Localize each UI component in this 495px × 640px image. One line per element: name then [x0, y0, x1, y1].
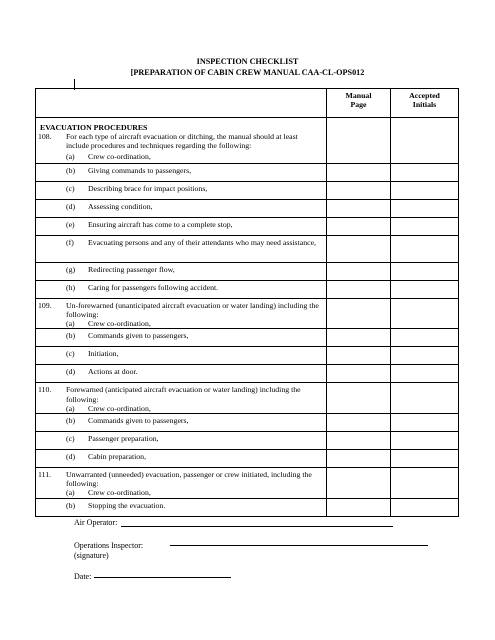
question-110: 110. Forewarned (anticipated aircraft evacuation or water landing) including the following:: [38, 385, 301, 404]
table-row: [36, 217, 459, 235]
list-item: (b) Stopping the evacuation.: [66, 500, 166, 510]
initials-cell[interactable]: [391, 118, 459, 164]
list-item: (c) Describing brace for impact positions,: [66, 183, 208, 193]
header-manual-page: Manual Page: [327, 89, 391, 118]
initials-cell[interactable]: [391, 329, 459, 347]
manual-page-cell[interactable]: [327, 365, 391, 383]
q108-items-2: [36, 262, 459, 298]
table-row: [36, 329, 459, 347]
table-row: [36, 199, 459, 217]
list-item: (b) Giving commands to passengers,: [66, 165, 192, 175]
list-item: (b) Commands given to passengers,: [66, 416, 189, 426]
list-item: (f) Evacuating persons and any of their attendants who may need assistance,: [66, 237, 316, 247]
manual-page-cell[interactable]: [327, 181, 391, 199]
manual-page-cell[interactable]: [327, 199, 391, 217]
manual-page-cell[interactable]: [327, 262, 391, 280]
initials-cell[interactable]: [391, 347, 459, 365]
initials-cell[interactable]: [391, 262, 459, 280]
table-row: [36, 181, 459, 199]
initials-cell[interactable]: [391, 383, 459, 414]
air-operator-label: Air Operator:: [74, 518, 118, 527]
manual-page-cell[interactable]: [327, 414, 391, 432]
checklist-title: INSPECTION CHECKLIST: [196, 57, 299, 66]
initials-cell[interactable]: [391, 235, 459, 262]
date-line[interactable]: [94, 577, 231, 578]
air-operator-line[interactable]: [121, 526, 393, 527]
list-item: (c) Passenger preparation,: [66, 434, 159, 444]
date-label: Date:: [74, 572, 92, 581]
initials-cell[interactable]: [391, 365, 459, 383]
list-item: (a) Crew co-ordination,: [66, 151, 151, 161]
initials-cell[interactable]: [391, 498, 459, 516]
table-row: [36, 468, 459, 499]
table-header-row: [36, 89, 459, 118]
list-item: (b) Commands given to passengers,: [66, 331, 189, 341]
list-item: (e) Ensuring aircraft has come to a complete stop,: [66, 219, 233, 229]
initials-cell[interactable]: [391, 181, 459, 199]
manual-page-cell[interactable]: [327, 498, 391, 516]
initials-cell[interactable]: [391, 468, 459, 499]
manual-page-cell[interactable]: [327, 347, 391, 365]
signature-label: (signature): [74, 551, 109, 560]
table-row: [36, 118, 459, 164]
list-item: (h) Caring for passengers following accident.: [66, 282, 219, 292]
manual-page-cell[interactable]: [327, 450, 391, 468]
q108-items: [36, 163, 459, 235]
manual-page-cell[interactable]: [327, 432, 391, 450]
q111-items: [36, 498, 459, 516]
manual-page-cell[interactable]: [327, 383, 391, 414]
list-item: (g) Redirecting passenger flow,: [66, 264, 175, 274]
table-row: [36, 298, 459, 329]
checklist-table: [35, 88, 459, 517]
manual-page-cell[interactable]: [327, 329, 391, 347]
list-item: (d) Assessing condition,: [66, 201, 153, 211]
manual-page-cell[interactable]: [327, 235, 391, 262]
initials-cell[interactable]: [391, 199, 459, 217]
question-108: 108. For each type of aircraft evacuation or ditching, the manual should at least include procedures and techniques regarding the following:: [38, 132, 298, 151]
ops-inspector-label: Operations Inspector:: [74, 541, 144, 550]
manual-page-cell[interactable]: [327, 468, 391, 499]
ops-inspector-line[interactable]: [170, 545, 428, 546]
initials-cell[interactable]: [391, 414, 459, 432]
section-title: EVACUATION PROCEDURES: [40, 123, 148, 132]
initials-cell[interactable]: [391, 163, 459, 181]
manual-page-cell[interactable]: [327, 118, 391, 164]
list-item: (a) Crew co-ordination,: [66, 319, 151, 329]
header-blank: [36, 89, 327, 118]
manual-page-cell[interactable]: [327, 217, 391, 235]
initials-cell[interactable]: [391, 432, 459, 450]
checklist-subtitle: [PREPARATION OF CABIN CREW MANUAL CAA-CL-OPS012: [130, 68, 365, 77]
table-row: [36, 432, 459, 450]
list-item: (d) Actions at door.: [66, 367, 138, 377]
table-row: [36, 163, 459, 181]
list-item: (a) Crew co-ordination,: [66, 488, 151, 498]
question-111: 111. Unwarranted (unneeded) evacuation, passenger or crew initiated, including the following:: [38, 470, 312, 489]
q109-items: [36, 329, 459, 383]
table-row: [36, 235, 459, 262]
manual-page-cell[interactable]: [327, 163, 391, 181]
header-accepted-initials: Accepted Initials: [391, 89, 459, 118]
list-item: (c) Initiation,: [66, 349, 119, 359]
table-row: [36, 498, 459, 516]
initials-cell[interactable]: [391, 280, 459, 298]
initials-cell[interactable]: [391, 298, 459, 329]
manual-page-cell[interactable]: [327, 280, 391, 298]
q110-items: [36, 414, 459, 468]
initials-cell[interactable]: [391, 217, 459, 235]
question-109: 109. Un-forewarned (unanticipated aircraft evacuation or water landing) including the following:: [38, 300, 319, 320]
table-row: [36, 280, 459, 298]
table-row: [36, 347, 459, 365]
manual-page-cell[interactable]: [327, 298, 391, 329]
list-item: (d) Cabin preparation,: [66, 452, 147, 462]
list-item: (a) Crew co-ordination,: [66, 403, 151, 413]
table-row: [36, 414, 459, 432]
table-row: [36, 450, 459, 468]
table-row: [36, 262, 459, 280]
table-row: [36, 383, 459, 414]
table-row: [36, 365, 459, 383]
initials-cell[interactable]: [391, 450, 459, 468]
